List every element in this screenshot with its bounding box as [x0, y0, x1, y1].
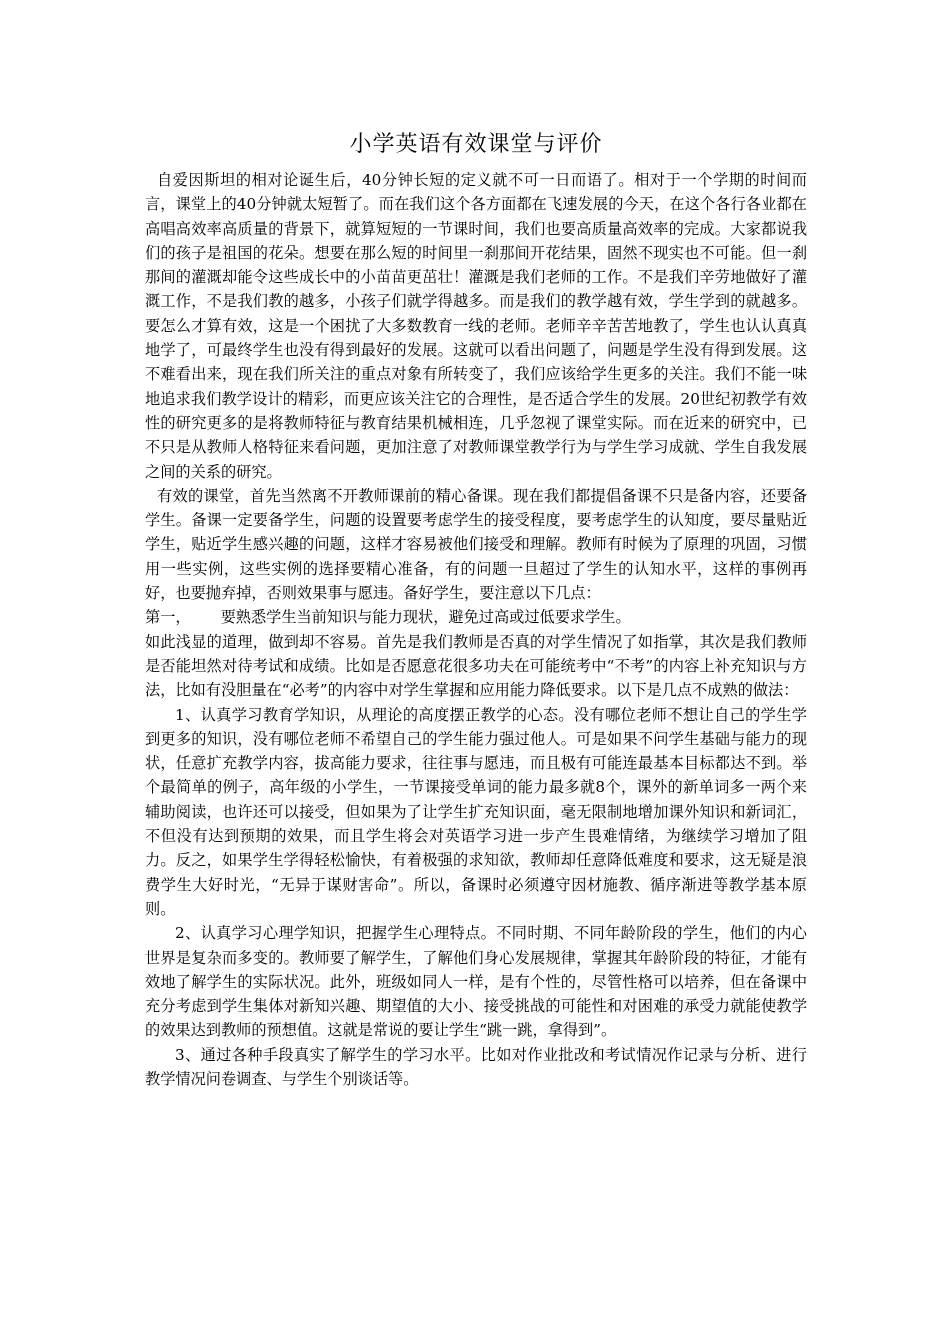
list-item-2: 2、认真学习心理学知识，把握学生心理特点。不同时期、不同年龄阶段的学生，他们的内心世界是复杂而多变的。教师要了解学生，了解他们身心发展规律，掌握其年龄阶段的特征，才能有效地了解学生的实际状况。此外，班级如同人一样，是有个性的，尽管性格可以培养，但在备课中充分考虑到学生集体对新知兴趣、期望值的大小、接受挑战的可能性和对困难的承受力就能使教学的效果达到教师的预想值。这就是常说的要让学生“跳一跳，拿得到”。	[145, 924, 807, 1040]
point-one-heading	[145, 605, 807, 629]
intro-paragraph: 自爱因斯坦的相对论诞生后，40分钟长短的定义就不可一日而语了。相对于一个学期的时间而言，课堂上的40分钟就太短暂了。而在我们这个各方面都在飞速发展的今天，在这个各行各业都在高唱高效率高质量的背景下，就算短短的一节课时间，我们也要高质量高效率的完成。大家都说我们的孩子是祖国的花朵。想要在那么短的时间里一刹那间开花结果，固然不现实也不可能。但一刹那间的灌溉却能令这些成长中的小苗苗更茁壮！灌溉是我们老师的工作。不是我们辛劳地做好了灌溉工作，不是我们教的越多，小孩子们就学得越多。而是我们的教学越有效，学生学到的就越多。要怎么才算有效，这是一个困扰了大多数教育一线的老师。老师辛辛苦苦地教了，学生也认认真真地学了，可最终学生也没有得到最好的发展。这就可以看出问题了，问题是学生没有得到发展。这不难看出来，现在我们所关注的重点对象有所转变了，我们应该给学生更多的关注。我们不能一味地追求我们教学设计的精彩，而更应该关注它的合理性，是否适合学生的发展。20世纪初教学有效性的研究更多的是将教师特征与教育结果机械相连，几乎忽视了课堂实际。而在近来的研究中，已不只是从教师人格特征来看问题，更加注意了对教师课堂教学行为与学生学习成就、学生自我发展之间的关系的研究。	[145, 171, 807, 481]
document-title: 小学英语有效课堂与评价	[349, 132, 603, 157]
point-one-label: 第一，	[145, 608, 191, 627]
point-one-text: 要熟悉学生当前知识与能力现状，避免过高或过低要求学生。	[220, 608, 631, 627]
list-item-3: 3、通过各种手段真实了解学生的学习水平。比如对作业批改和考试情况作记录与分析、进行教学情况问卷调查、与学生个别谈话等。	[145, 1045, 807, 1088]
document-page	[145, 128, 807, 1091]
point-one-body: 如此浅显的道理，做到却不容易。首先是我们教师是否真的对学生情况了如指掌，其次是我们教师是否能坦然对待考试和成绩。比如是否愿意花很多功夫在可能统考中“不考”的内容上补充知识与方法，比如有没胆量在“必考”的内容中对学生掌握和应用能力降低要求。以下是几点不成熟的做法：	[145, 632, 807, 700]
list-item-1: 1、认真学习教育学知识，从理论的高度摆正教学的心态。没有哪位老师不想让自己的学生学到更多的知识，没有哪位老师不希望自己的学生能力强过他人。可是如果不问学生基础与能力的现状，任意扩充教学内容，拔高能力要求，往往事与愿违，而且极有可能连最基本目标都达不到。举个最简单的例子，高年级的小学生，一节课接受单词的能力最多就8个，课外的新单词多一两个来辅助阅读，也许还可以接受，但如果为了让学生扩充知识面，毫无限制地增加课外知识和新词汇，不但没有达到预期的效果，而且学生将会对英语学习进一步产生畏难情绪，为继续学习增加了阻力。反之，如果学生学得轻松愉快，有着极强的求知欲，教师却任意降低难度和要求，这无疑是浪费学生大好时光，“无异于谋财害命”。所以，备课时必须遵守因材施教、循序渐进等教学基本原则。	[145, 705, 807, 918]
lesson-prep-paragraph: 有效的课堂，首先当然离不开教师课前的精心备课。现在我们都提倡备课不只是备内容，还要备学生。备课一定要备学生，问题的设置要考虑学生的接受程度，要考虑学生的认知度，要尽量贴近学生，贴近学生感兴趣的问题，这样才容易被他们接受和理解。教师有时候为了原理的巩固，习惯用一些实例，这些实例的选择要精心准备，有的问题一旦超过了学生的认知水平，这样的事例再好，也要抛弃掉，否则效果事与愿违。备好学生，要注意以下几点：	[145, 486, 807, 603]
